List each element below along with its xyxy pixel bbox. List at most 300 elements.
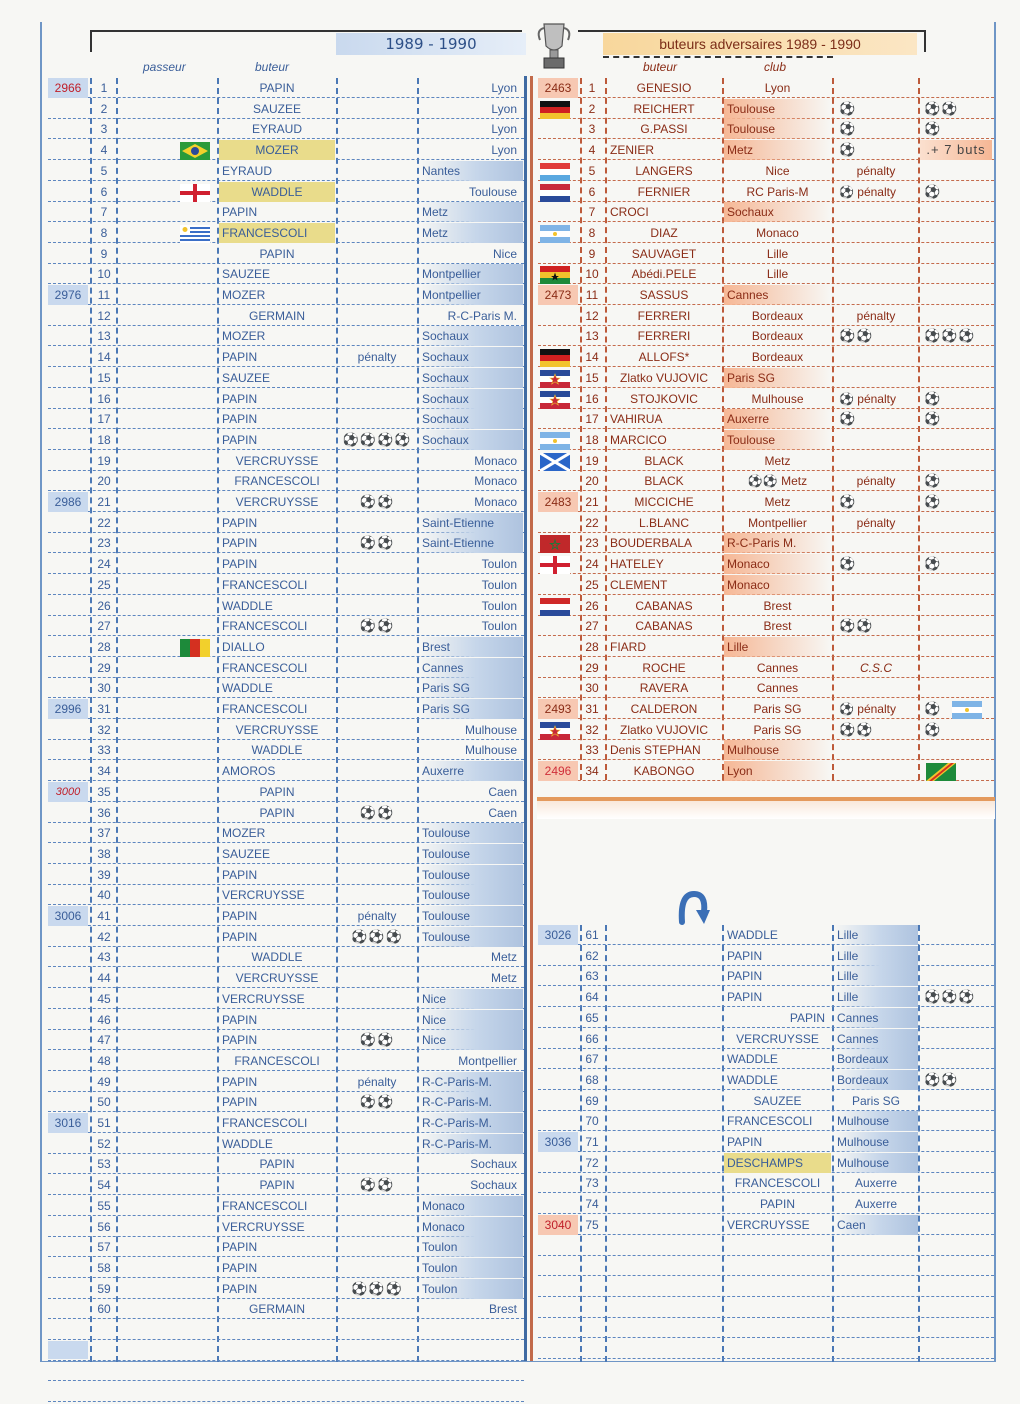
goal-balls: ⚽⚽	[359, 618, 395, 634]
match-number: 15	[585, 370, 599, 385]
flag-argentina-icon	[952, 701, 982, 719]
flag-england-icon	[540, 556, 570, 574]
goal-note: ⚽	[839, 142, 857, 158]
flag-paraguay-icon	[540, 598, 570, 616]
goal-note: ⚽ pénalty	[839, 702, 896, 716]
match-number: 60	[97, 1302, 111, 1317]
scorer-club: Cannes	[756, 660, 799, 675]
curved-arrow-icon	[676, 888, 710, 928]
opponent-club: R-C-Paris-M.	[419, 1134, 523, 1154]
goal-note: ⚽	[839, 411, 857, 427]
match-number: 5	[100, 163, 108, 178]
opponent-club: Sochaux	[419, 409, 523, 429]
match-number: 3	[100, 122, 108, 137]
scorer-name: PAPIN	[222, 1095, 258, 1110]
scorer-name: WADDLE	[727, 1072, 778, 1087]
opponent-club: Mulhouse	[464, 743, 517, 758]
scorer-name: PAPIN	[789, 1010, 825, 1025]
opponent-scorer: CABANAS	[635, 619, 693, 634]
scorer-name: WADDLE	[222, 598, 273, 613]
opponent-club: R-C-Paris M.	[447, 308, 517, 323]
match-number: 4	[588, 143, 596, 158]
scorer-club: RC Paris-M	[746, 184, 809, 199]
match-number: 25	[585, 577, 599, 592]
match-number: 61	[585, 928, 599, 942]
match-number: 30	[97, 681, 111, 696]
match-number: 52	[97, 1136, 111, 1151]
scorer-name: PAPIN	[222, 1240, 258, 1255]
match-number: 13	[97, 329, 111, 344]
flag-yugoslavia-icon	[540, 370, 570, 388]
scorer-club: Bordeaux	[751, 308, 804, 323]
opponent-club: Toulon	[419, 1258, 523, 1278]
goal-note: ⚽	[839, 121, 857, 137]
scorer-name: PAPIN	[259, 784, 295, 799]
opp-club-header: club	[764, 60, 787, 74]
match-number: 59	[97, 1281, 111, 1296]
scorer-name: WADDLE	[219, 182, 335, 202]
flag-brazil-icon	[180, 142, 210, 160]
opponent-club: Toulon	[481, 557, 517, 572]
match-number: 68	[585, 1072, 599, 1087]
opponent-club: Toulouse	[419, 865, 523, 885]
opponent-scorer: Zlatko VUJOVIC	[619, 722, 709, 737]
scorer-name: PAPIN	[222, 432, 258, 447]
scorer-club: Metz	[764, 495, 791, 509]
right-lower-row-line	[538, 1298, 994, 1318]
opponent-club: Lyon	[491, 81, 517, 95]
match-number: 75	[585, 1217, 599, 1232]
scorer-name: MOZER	[222, 826, 266, 841]
opponent-club: Lille	[834, 987, 918, 1007]
match-number: 1	[100, 81, 108, 95]
match-number: 29	[97, 660, 111, 675]
opponent-club: Lyon	[491, 101, 517, 116]
running-total: 3000	[48, 782, 88, 802]
goal-note-2: ⚽	[924, 411, 942, 427]
goal-balls: ⚽⚽⚽	[351, 1280, 403, 1296]
goal-note: pénalty	[856, 515, 896, 530]
opponent-scorer: SAUVAGET	[631, 246, 697, 261]
opponent-scorer: MARCICO	[610, 432, 667, 447]
match-number: 21	[585, 495, 599, 509]
running-total: 2986	[48, 492, 88, 512]
flag-argentina-icon	[540, 225, 570, 243]
goal-note: ⚽⚽	[839, 328, 874, 344]
running-total: 3026	[538, 925, 578, 945]
goal-note-2: ⚽	[924, 701, 942, 716]
running-total: 2966	[48, 78, 88, 98]
flag-zaire-icon	[926, 763, 956, 781]
goal-note: pénalty	[856, 474, 896, 489]
match-number: 69	[585, 1093, 599, 1108]
opponent-club: Mulhouse	[834, 1111, 918, 1131]
scorer-name: DESCHAMPS	[724, 1153, 831, 1173]
match-number: 27	[585, 619, 599, 634]
opponent-club: Monaco	[474, 453, 517, 468]
goal-note: pénalty	[856, 163, 896, 178]
match-number: 24	[97, 557, 111, 572]
opponent-club: Nice	[419, 1030, 523, 1050]
scorer-name: MOZER	[222, 288, 266, 302]
scorer-club: Paris SG	[724, 368, 831, 388]
opponent-scorer: VAHIRUA	[610, 412, 663, 427]
opponent-scorer: ALLOFS*	[638, 350, 690, 365]
goal-note-2: ⚽	[924, 556, 942, 572]
scorer-name: PAPIN	[259, 246, 295, 261]
scorer-name: AMOROS	[222, 764, 276, 779]
flag-yugoslavia-icon	[540, 391, 570, 409]
opponent-club: Lyon	[491, 122, 517, 137]
scorer-name: SAUZEE	[252, 101, 301, 116]
opponent-scorer: CALDERON	[630, 702, 698, 716]
passeur-header: passeur	[143, 60, 186, 74]
opponent-scorer: ROCHE	[642, 660, 686, 675]
running-total: 2493	[538, 699, 578, 719]
running-total: 3006	[48, 906, 88, 926]
scorer-club: Paris SG	[753, 722, 802, 737]
opponent-scorer: CROCI	[610, 205, 649, 220]
match-number: 72	[585, 1155, 599, 1170]
scorer-name: PAPIN	[222, 1260, 258, 1275]
flag-uruguay-icon	[180, 225, 210, 243]
scorer-club: Lille	[766, 267, 789, 282]
scorer-club: Monaco	[724, 575, 831, 595]
opponent-club: R-C-Paris-M.	[419, 1072, 523, 1092]
scorer-name: SAUZEE	[222, 846, 271, 861]
scorer-name: PAPIN	[259, 81, 295, 95]
goal-note: ⚽	[839, 100, 857, 116]
opponent-scorer: FERNIER	[637, 184, 691, 199]
opponent-club: Cannes	[419, 658, 523, 678]
opponent-scorer: FIARD	[610, 639, 646, 654]
match-number: 21	[97, 495, 111, 509]
scorer-name: PAPIN	[222, 557, 258, 572]
match-number: 32	[97, 722, 111, 737]
flag-ghana-icon	[540, 266, 570, 284]
opponent-club: Sochaux	[419, 389, 523, 409]
scorer-name: VERCRUYSSE	[222, 1219, 305, 1234]
opponent-club: Toulouse	[419, 844, 523, 864]
scorer-club: Cannes	[724, 285, 831, 305]
opponent-club: Nice	[492, 246, 517, 261]
match-number: 34	[97, 764, 111, 779]
goal-balls: ⚽⚽⚽	[351, 928, 403, 944]
opponent-club: Sochaux	[419, 347, 523, 367]
opponent-scorer: CABANAS	[635, 598, 693, 613]
opponent-club: Sochaux	[419, 326, 523, 346]
running-total: 2496	[538, 761, 578, 781]
match-number: 17	[585, 412, 599, 427]
scorer-name: PAPIN	[259, 1178, 295, 1193]
scorer-name: FRANCESCOLI	[234, 1053, 320, 1068]
opponent-scorer: DIAZ	[650, 225, 678, 240]
match-number: 66	[585, 1031, 599, 1046]
scorer-club: Toulouse	[724, 119, 831, 139]
scorer-name: PAPIN	[727, 969, 763, 984]
flag-netherlands-icon	[540, 184, 570, 202]
goal-note: ⚽⚽	[839, 618, 874, 634]
opponent-club: Toulon	[481, 577, 517, 592]
opponent-club: Sochaux	[470, 1178, 517, 1193]
opponent-club: Caen	[834, 1215, 918, 1235]
scorer-name: WADDLE	[222, 1136, 273, 1151]
scorer-club: Lille	[766, 246, 789, 261]
scorer-name: SAUZEE	[222, 370, 271, 385]
goal-note-2: ⚽	[924, 721, 942, 737]
opponent-club: Saint-Etienne	[419, 533, 523, 553]
goal-balls: ⚽⚽	[359, 804, 395, 820]
right-lower-row-line	[538, 1256, 994, 1276]
match-number: 41	[97, 909, 111, 923]
goal-balls: ⚽⚽⚽	[924, 989, 976, 1005]
opponent-club: Bordeaux	[834, 1049, 918, 1069]
match-number: 30	[585, 681, 599, 696]
scorer-name: PAPIN	[222, 1074, 258, 1089]
opponent-scorer: ZENIER	[610, 143, 655, 158]
goal-balls: ⚽⚽	[359, 1094, 395, 1110]
match-number: 24	[585, 557, 599, 572]
match-number: 33	[585, 743, 599, 758]
match-number: 9	[588, 246, 596, 261]
opponent-scorer: BLACK	[644, 474, 684, 489]
opponent-scorer: Zlatko VUJOVIC	[619, 370, 709, 385]
match-number: 42	[97, 929, 111, 944]
goal-note-2: ⚽	[924, 121, 942, 137]
match-number: 28	[97, 639, 111, 654]
opponent-scorer: GENESIO	[636, 81, 692, 95]
match-number: 13	[585, 329, 599, 344]
left-row-line	[48, 1320, 524, 1340]
opponent-club: Metz	[419, 223, 523, 243]
scorer-name: PAPIN	[222, 1033, 258, 1048]
flag-cameroon-icon	[180, 639, 210, 657]
opponent-club: Toulon	[481, 619, 517, 634]
scorer-name: SAUZEE	[753, 1093, 802, 1108]
season-title: 1989 - 1990	[336, 33, 526, 55]
opponent-scorer: REICHERT	[633, 101, 695, 116]
opponent-club: Metz	[419, 202, 523, 222]
opponent-club: Mulhouse	[834, 1132, 918, 1152]
scorer-name: FRANCESCOLI	[219, 223, 335, 243]
scorer-club: Brest	[763, 598, 792, 613]
opponent-club: R-C-Paris-M.	[419, 1113, 523, 1133]
opponent-club: Monaco	[419, 1196, 523, 1216]
running-total: 2473	[538, 285, 578, 305]
match-number: 14	[585, 350, 599, 365]
scorer-club: Nice	[765, 163, 790, 178]
scorer-name: PAPIN	[759, 1197, 796, 1212]
match-number: 16	[97, 391, 111, 406]
opponent-club: Paris SG	[419, 699, 523, 719]
scorer-club: R-C-Paris M.	[724, 533, 831, 553]
scorer-club: Toulouse	[724, 430, 831, 450]
goal-note: ⚽	[839, 556, 857, 572]
match-number: 18	[585, 432, 599, 447]
flag-germany-icon	[540, 101, 570, 119]
column-divider	[524, 76, 534, 1361]
opponent-club: Saint-Etienne	[419, 513, 523, 533]
match-number: 32	[585, 722, 599, 737]
match-number: 38	[97, 846, 111, 861]
opponent-club: Caen	[488, 805, 517, 820]
opponents-title: buteurs adversaires 1989 - 1990	[603, 33, 917, 55]
running-total: 2483	[538, 492, 578, 512]
scorer-name: VERCRUYSSE	[736, 1031, 819, 1046]
match-number: 37	[97, 826, 111, 841]
flag-morocco-icon	[540, 535, 570, 553]
opponent-club: Lille	[834, 966, 918, 986]
scorer-name: PAPIN	[727, 948, 763, 963]
goal-balls: ⚽⚽	[924, 1071, 959, 1087]
match-number: 20	[97, 474, 111, 489]
scorer-club: Metz	[724, 140, 831, 160]
match-number: 20	[585, 474, 599, 489]
opponent-club: Toulon	[419, 1237, 523, 1257]
goal-note-2: .+ 7 buts	[920, 140, 992, 160]
goal-note-2: ⚽	[924, 183, 942, 199]
scorer-name: FRANCESCOLI	[734, 1176, 821, 1191]
opponent-club: Monaco	[474, 474, 517, 489]
scorer-name: PAPIN	[222, 536, 258, 551]
scorer-name: PAPIN	[222, 909, 258, 923]
scorer-club: Monaco	[724, 554, 831, 574]
opponent-scorer: SASSUS	[639, 288, 689, 302]
match-number: 26	[97, 598, 111, 613]
match-number: 33	[97, 743, 111, 758]
match-number: 19	[97, 453, 111, 468]
match-number: 5	[588, 163, 596, 178]
scorer-name: VERCRUYSSE	[235, 971, 319, 986]
scorer-name: EYRAUD	[222, 163, 273, 178]
opponent-club: Sochaux	[419, 430, 523, 450]
opponent-club: R-C-Paris-M.	[419, 1092, 523, 1112]
scorer-name: WADDLE	[251, 950, 303, 965]
scorer-club: Bordeaux	[751, 329, 804, 344]
opponent-club: Nantes	[419, 161, 523, 181]
scorer-club: Lille	[724, 637, 831, 657]
opponent-scorer: RAVERA	[639, 681, 689, 696]
scorer-name: PAPIN	[222, 412, 258, 427]
match-number: 54	[97, 1178, 111, 1193]
scorer-club: Brest	[763, 619, 792, 634]
goal-balls: ⚽⚽⚽⚽	[342, 431, 412, 447]
scorer-name: EYRAUD	[251, 122, 302, 137]
scorer-club: Lyon	[764, 81, 791, 95]
scorer-name: WADDLE	[727, 1052, 778, 1067]
opponent-scorer: BLACK	[644, 453, 684, 468]
match-number: 23	[97, 536, 111, 551]
blank-total-box	[48, 1341, 88, 1359]
goal-note: ⚽	[839, 494, 857, 509]
opponent-club: Paris SG	[419, 678, 523, 698]
opponent-club: Mulhouse	[464, 722, 517, 737]
match-number: 6	[100, 184, 108, 199]
right-lower-row-line	[538, 1318, 994, 1338]
match-number: 56	[97, 1219, 111, 1234]
match-number: 11	[97, 288, 111, 302]
running-total: 2463	[538, 78, 578, 98]
scorer-name: PAPIN	[259, 1157, 295, 1172]
match-number: 22	[585, 515, 599, 530]
match-number: 31	[585, 702, 599, 716]
opponent-club: Toulouse	[468, 184, 517, 199]
right-lower-row-line	[538, 1339, 994, 1359]
running-total: 3040	[538, 1215, 578, 1235]
goal-note-2: ⚽⚽⚽	[924, 328, 976, 344]
opponent-club: Auxerre	[419, 761, 523, 781]
right-lower-row-line	[538, 1277, 994, 1297]
match-number: 40	[97, 888, 111, 903]
opponent-club: Sochaux	[419, 368, 523, 388]
opponent-club: Toulouse	[419, 906, 523, 926]
header-separator	[603, 56, 833, 58]
match-number: 46	[97, 1012, 111, 1027]
scorer-name: DIALLO	[222, 639, 265, 654]
opponent-club: Metz	[490, 971, 517, 986]
scorer-club: Metz	[764, 453, 791, 468]
flag-luxembourg-icon	[540, 163, 570, 181]
match-number: 34	[585, 764, 599, 779]
scorer-club: Cannes	[756, 681, 799, 696]
match-number: 6	[588, 184, 596, 199]
opponent-club: Toulouse	[419, 823, 523, 843]
scorer-name: MOZER	[219, 140, 335, 160]
opponent-club: Auxerre	[854, 1176, 898, 1191]
scorer-name: PAPIN	[222, 391, 258, 406]
match-number: 11	[585, 288, 599, 302]
opponent-club: Paris SG	[851, 1093, 900, 1108]
goal-note: ⚽⚽	[839, 721, 874, 737]
opponent-club: Auxerre	[854, 1197, 898, 1212]
match-number: 64	[585, 990, 599, 1005]
goal-note-2: ⚽	[924, 473, 942, 489]
opponent-scorer: LANGERS	[635, 163, 693, 178]
opponent-club: Cannes	[834, 1029, 918, 1049]
flag-scotland-icon	[540, 453, 570, 471]
match-number: 36	[97, 805, 111, 820]
opponent-club: Monaco	[474, 495, 517, 509]
flag-germany-icon	[540, 349, 570, 367]
match-number: 74	[585, 1197, 599, 1212]
match-number: 50	[97, 1095, 111, 1110]
scorer-club: Paris SG	[753, 702, 802, 716]
goal-balls: ⚽⚽	[359, 1032, 395, 1048]
match-number: 9	[100, 246, 108, 261]
scorer-name: FRANCESCOLI	[222, 660, 308, 675]
scorer-name: FRANCESCOLI	[222, 1116, 308, 1130]
scorer-name: SAUZEE	[222, 267, 271, 282]
scorer-name: VERCRUYSSE	[235, 453, 319, 468]
opponent-scorer: Abédi.PELE	[631, 267, 697, 282]
opponent-scorer: HATELEY	[610, 557, 664, 572]
scorer-club: Mulhouse	[751, 391, 804, 406]
goal-note: C.S.C	[859, 660, 892, 675]
goal-balls: ⚽⚽	[359, 494, 395, 509]
match-number: 7	[100, 205, 108, 220]
opponent-scorer: STOJKOVIC	[630, 391, 698, 406]
opponent-club: Caen	[488, 784, 517, 799]
scorer-name: FRANCESCOLI	[222, 1198, 308, 1213]
opponent-club: Montpellier	[458, 1053, 517, 1068]
match-number: 58	[97, 1260, 111, 1275]
scorer-name: GERMAIN	[248, 1302, 305, 1317]
opponent-scorer: FERRERI	[637, 308, 691, 323]
scorer-name: VERCRUYSSE	[222, 991, 305, 1006]
opponent-scorer: MICCICHE	[634, 495, 694, 509]
match-number: 39	[97, 867, 111, 882]
opponent-club: Montpellier	[419, 264, 523, 284]
